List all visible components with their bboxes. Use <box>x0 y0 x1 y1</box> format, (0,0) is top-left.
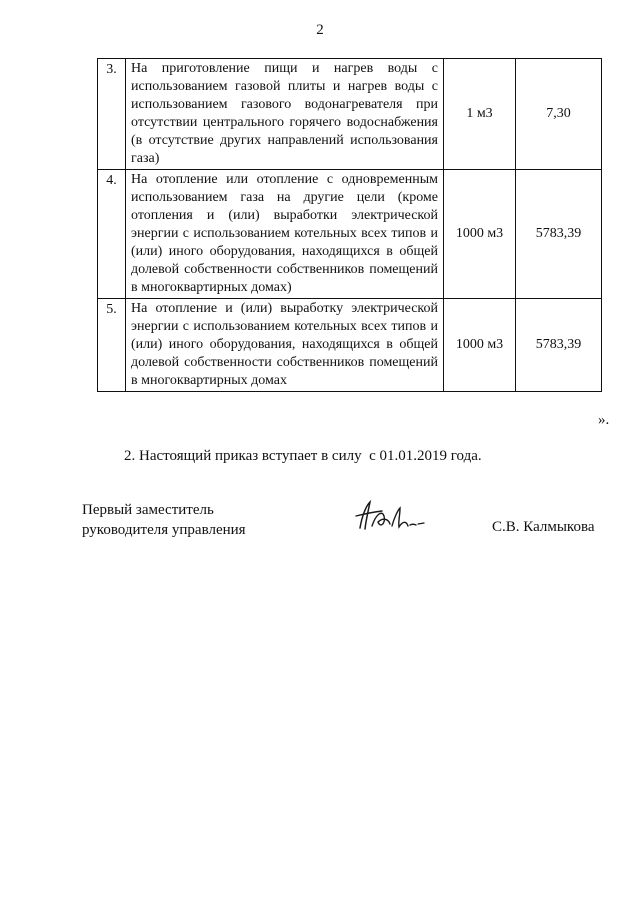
row-description: На приготовление пищи и нагрев воды с использованием газовой плиты и нагрев воды с использованием газового водонагревателя при отсутствии центрального горячего водоснабжения (в отсутствие других направлений использования газа) <box>126 59 444 170</box>
page-number: 2 <box>316 22 324 38</box>
table-row <box>98 59 602 170</box>
closing-quote: ». <box>598 412 610 428</box>
signer-title-line: руководителя управления <box>82 522 246 538</box>
row-unit: 1000 м3 <box>444 299 516 392</box>
order-clause: 2. Настоящий приказ вступает в силу с 01.01.2019 года. <box>124 448 482 464</box>
row-description: На отопление или отопление с одновременным использованием газа на другие цели (кроме отопления и (или) выработки электрической энергии с использованием котельных всех типов и (или) иного оборудования, находящихся в общей долевой собственности собственников помещений в многоквартирных домах) <box>126 170 444 299</box>
row-price: 7,30 <box>516 59 602 170</box>
table-row <box>98 170 602 299</box>
row-price: 5783,39 <box>516 170 602 299</box>
row-number: 4. <box>98 170 126 299</box>
row-number: 3. <box>98 59 126 170</box>
tariff-table <box>97 58 602 392</box>
signer-name: С.В. Калмыкова <box>492 519 595 535</box>
row-price: 5783,39 <box>516 299 602 392</box>
row-description: На отопление и (или) выработку электрической энергии с использованием котельных всех типов и (или) иного оборудования, находящихся в общей долевой собственности собственников помещений в многоквартирных домах <box>126 299 444 392</box>
table-row <box>98 299 602 392</box>
signer-title <box>82 500 246 540</box>
row-number: 5. <box>98 299 126 392</box>
row-unit: 1000 м3 <box>444 170 516 299</box>
handwritten-signature <box>352 496 432 536</box>
signer-title-line: Первый заместитель <box>82 502 214 518</box>
row-unit: 1 м3 <box>444 59 516 170</box>
